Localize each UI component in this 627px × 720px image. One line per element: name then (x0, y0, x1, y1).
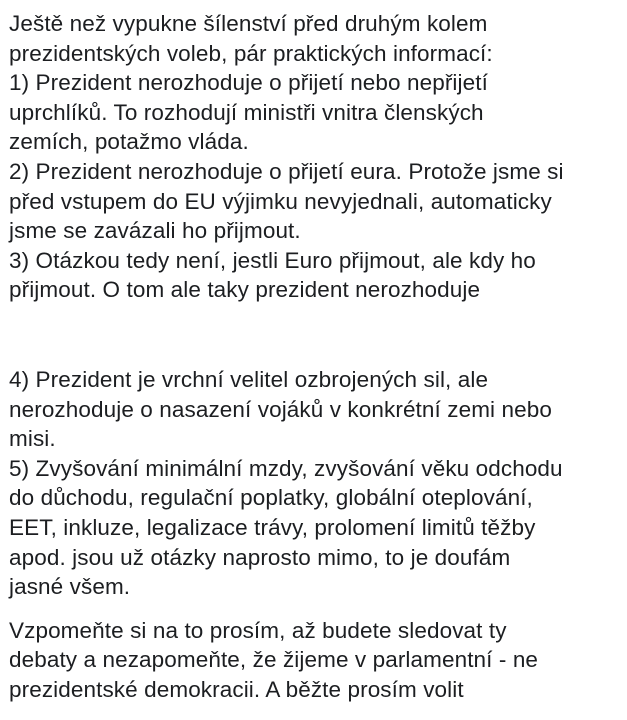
point-3 (9, 246, 621, 305)
text-line: apod. jsou už otázky naprosto mimo, to je doufám (9, 544, 511, 570)
point-2 (9, 157, 621, 246)
text-line: jsme se zavázali ho přijmout. (9, 218, 301, 244)
text-line: 4) Prezident je vrchní velitel ozbrojených sil, ale (9, 366, 489, 392)
text-line: nerozhoduje o nasazení vojáků v konkrétní zemi nebo (9, 396, 552, 422)
text-line: jasné všem. (9, 574, 131, 600)
text-line: prezidentské demokracii. A běžte prosím volit (9, 676, 464, 702)
text-line: Vzpomeňte si na to prosím, až budete sledovat ty (9, 617, 507, 643)
text-line: 5) Zvyšování minimální mzdy, zvyšování věku odchodu (9, 455, 563, 481)
text-line: 1) Prezident nerozhoduje o přijetí nebo nepřijetí (9, 70, 488, 96)
point-5 (9, 454, 621, 602)
text-line: uprchlíků. To rozhodují ministři vnitra členských (9, 99, 484, 125)
post-text (9, 9, 621, 704)
text-line: debaty a nezapomeňte, že žijeme v parlamentní - ne (9, 647, 539, 673)
text-line: 3) Otázkou tedy není, jestli Euro přijmout, ale kdy ho (9, 247, 536, 273)
text-line: přijmout. O tom ale taky prezident nerozhoduje (9, 277, 481, 303)
text-line: zemích, potažmo vláda. (9, 129, 249, 155)
point-1 (9, 68, 621, 157)
point-4 (9, 365, 621, 454)
text-line: EET, inkluze, legalizace trávy, prolomení limitů těžby (9, 514, 536, 540)
paragraph-gap (9, 305, 621, 365)
text-line: prezidentských voleb, pár praktických informací: (9, 40, 493, 66)
text-line: do důchodu, regulační poplatky, globální oteplování, (9, 485, 533, 511)
closing-paragraph (9, 616, 621, 705)
paragraph-gap (9, 602, 621, 616)
text-line: misi. (9, 426, 56, 452)
text-line: před vstupem do EU výjimku nevyjednali, automaticky (9, 188, 552, 214)
text-line: Ještě než vypukne šílenství před druhým kolem (9, 11, 488, 36)
intro-paragraph (9, 9, 621, 68)
text-line: 2) Prezident nerozhoduje o přijetí eura. Protože jsme si (9, 158, 564, 184)
